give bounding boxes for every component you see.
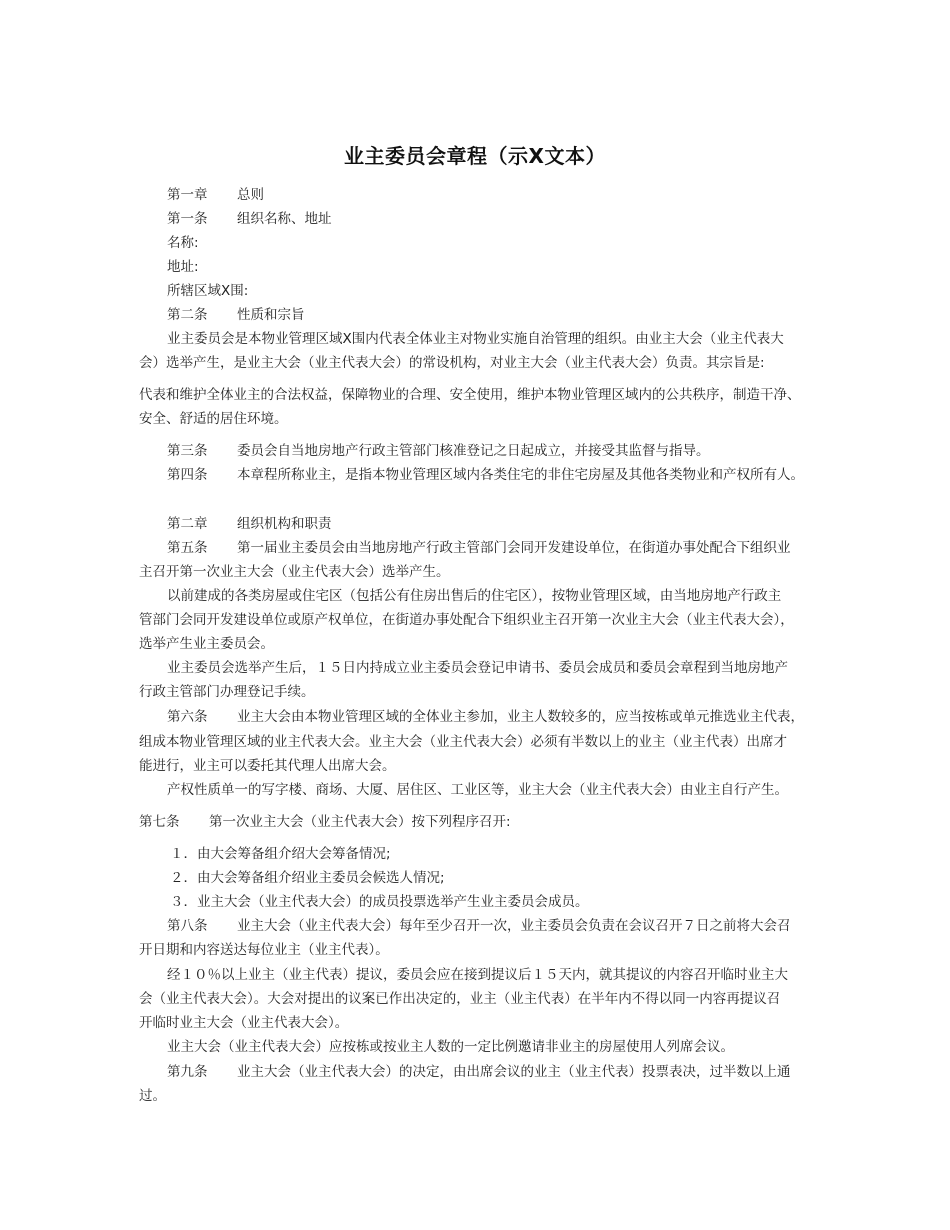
- article-text: 第一届业主委员会由当地房地产行政主管部门会同开发建设单位，在街道办事处配合下组织业: [237, 540, 791, 556]
- article-label: 第六条: [167, 709, 208, 725]
- paragraph-line: 组成本物业管理区域的业主代表大会。业主大会（业主代表大会）必须有半数以上的业主（业主代表）出席才: [139, 734, 787, 750]
- list-item: ３．业主大会（业主代表大会）的成员投票选举产生业主委员会成员。: [170, 894, 589, 910]
- paragraph-line: 能进行，业主可以委托其代理人出席大会。: [139, 758, 396, 774]
- area-field: 所辖区域X围:: [167, 283, 249, 299]
- article-5: [167, 539, 791, 557]
- paragraph-line: 安全、舒适的居住环境。: [139, 411, 288, 427]
- article-8: [167, 917, 791, 935]
- chapter-label: 第二章: [167, 516, 208, 532]
- paragraph-line: 经１０％以上业主（业主代表）提议，委员会应在接到提议后１５天内，就其提议的内容召开临时业主大: [167, 967, 788, 983]
- paragraph-line: 开日期和内容送达每位业主（业主代表）。: [139, 942, 389, 958]
- paragraph-line: 会）选举产生，是业主大会（业主代表大会）的常设机构，对业主大会（业主代表大会）负责。其宗旨是:: [139, 355, 765, 371]
- article-6: [167, 708, 804, 726]
- paragraph-line: 以前建成的各类房屋或住宅区（包括公有住房出售后的住宅区），按物业管理区域，由当地房地产行政主: [167, 588, 782, 604]
- article-label: 第一条: [167, 211, 208, 227]
- paragraph-line: 管部门会同开发建设单位或原产权单位，在街道办事处配合下组织业主召开第一次业主大会（业主代表大会），: [139, 612, 794, 628]
- document-title: 业主委员会章程（示X文本）: [344, 144, 606, 168]
- chapter-title: 总则: [237, 187, 264, 203]
- article-4: [167, 466, 804, 484]
- article-title: 组织名称、地址: [237, 211, 332, 227]
- chapter-title: 组织机构和职责: [237, 516, 332, 532]
- chapter-2-heading: [167, 515, 332, 533]
- list-item: １．由大会筹备组介绍大会筹备情况;: [170, 846, 391, 862]
- article-label: 第三条: [167, 443, 208, 459]
- paragraph-line: 开临时业主大会（业主代表大会）。: [139, 1015, 349, 1031]
- address-field: 地址:: [167, 259, 199, 275]
- article-text: 委员会自当地房地产行政主管部门核准登记之日起成立，并接受其监督与指导。: [237, 443, 710, 459]
- paragraph-line: 业主大会（业主代表大会）应按栋或按业主人数的一定比例邀请非业主的房屋使用人列席会议。: [167, 1039, 734, 1055]
- article-text: 业主大会（业主代表大会）每年至少召开一次，业主委员会负责在会议召开７日之前将大会召: [237, 918, 791, 934]
- article-9: [167, 1063, 791, 1081]
- chapter-label: 第一章: [167, 187, 208, 203]
- paragraph-line: 主召开第一次业主大会（业主代表大会）选举产生。: [139, 564, 450, 580]
- article-7: [139, 813, 511, 831]
- paragraph-line: 产权性质单一的写字楼、商场、大厦、居住区、工业区等，业主大会（业主代表大会）由业主自行产生。: [167, 782, 788, 798]
- article-label: 第八条: [167, 918, 208, 934]
- article-text: 业主大会由本物业管理区域的全体业主参加，业主人数较多的，应当按栋或单元推选业主代表，: [237, 709, 804, 725]
- article-title: 性质和宗旨: [237, 307, 305, 323]
- paragraph-line: 过。: [139, 1088, 166, 1104]
- article-text: 业主大会（业主代表大会）的决定，由出席会议的业主（业主代表）投票表决，过半数以上通: [237, 1064, 791, 1080]
- paragraph-line: 业主委员会是本物业管理区域X围内代表全体业主对物业实施自治管理的组织。由业主大会（业主代表大: [167, 331, 784, 347]
- paragraph-line: 代表和维护全体业主的合法权益，保障物业的合理、安全使用，维护本物业管理区域内的公共秩序，制造干净、: [139, 387, 801, 403]
- paragraph-line: 会（业主代表大会）。大会对提出的议案已作出决定的，业主（业主代表）在半年内不得以同一内容再提议召: [139, 991, 781, 1007]
- name-field: 名称:: [167, 235, 199, 251]
- article-label: 第七条: [139, 814, 180, 830]
- article-2-heading: [167, 306, 305, 324]
- paragraph-line: 业主委员会选举产生后，１５日内持成立业主委员会登记申请书、委员会成员和委员会章程到当地房地产: [167, 660, 788, 676]
- article-1-heading: [167, 210, 332, 228]
- article-label: 第五条: [167, 540, 208, 556]
- paragraph-line: 选举产生业主委员会。: [139, 636, 274, 652]
- list-item: ２．由大会筹备组介绍业主委员会候选人情况;: [170, 870, 445, 886]
- article-text: 本章程所称业主，是指本物业管理区域内各类住宅的非住宅房屋及其他各类物业和产权所有人。: [237, 467, 804, 483]
- article-label: 第二条: [167, 307, 208, 323]
- article-3: [167, 442, 710, 460]
- chapter-1-heading: [167, 186, 264, 204]
- article-label: 第四条: [167, 467, 208, 483]
- paragraph-line: 行政主管部门办理登记手续。: [139, 684, 315, 700]
- article-text: 第一次业主大会（业主代表大会）按下列程序召开:: [209, 814, 511, 830]
- article-label: 第九条: [167, 1064, 208, 1080]
